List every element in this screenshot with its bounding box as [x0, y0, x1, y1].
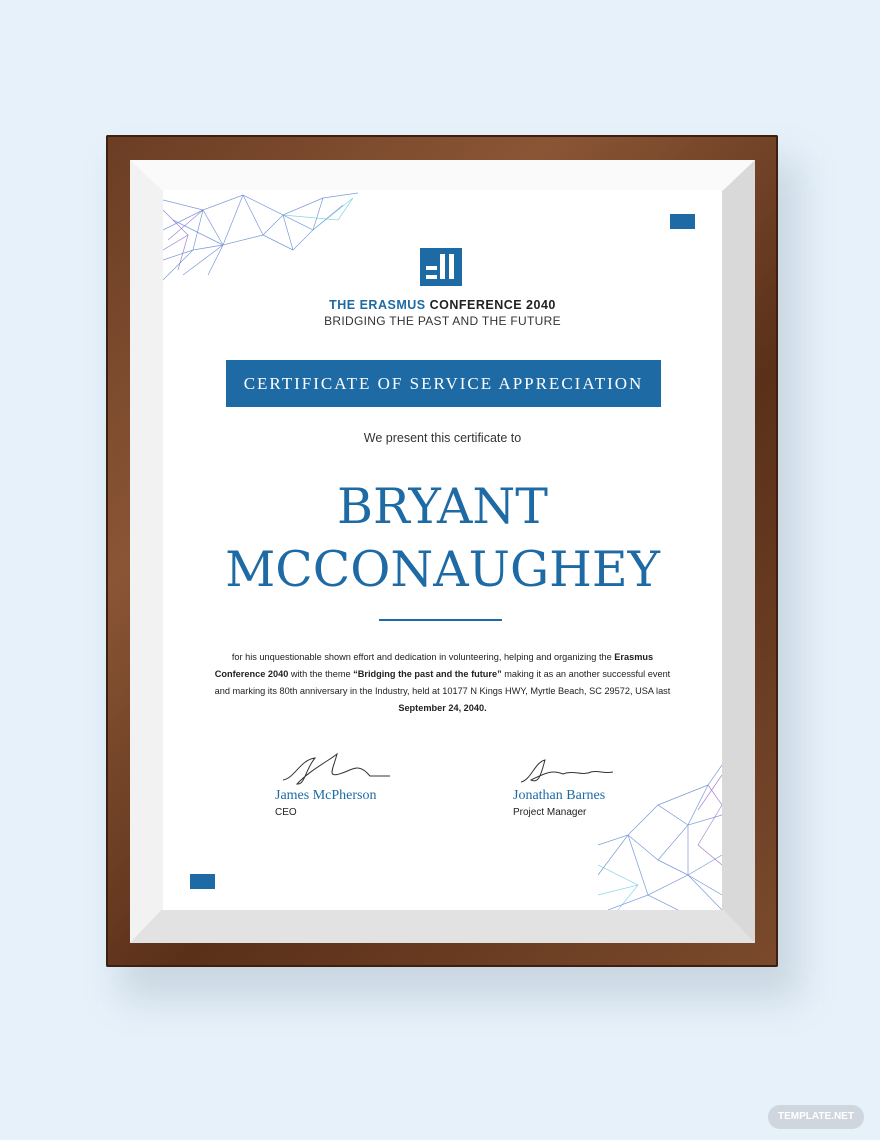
recipient-last-name: MCCONAUGHEY — [225, 541, 660, 598]
organization-name-highlight: THE ERASMUS — [329, 298, 426, 312]
signatory-name: James McPherson — [275, 788, 377, 803]
signature-icon — [513, 750, 623, 788]
mat-bevel — [130, 910, 755, 943]
signatory-role: Project Manager — [513, 807, 587, 818]
recipient-name — [163, 475, 722, 601]
conference-logo — [420, 248, 462, 286]
recipient-first-name: BRYANT — [337, 478, 548, 535]
certificate-title: CERTIFICATE OF SERVICE APPRECIATION — [226, 360, 661, 407]
signature-block-pm — [513, 750, 623, 818]
signatory-name: Jonathan Barnes — [513, 788, 606, 803]
certificate-body: for his unquestionable shown effort and dedication in volunteering, helping and organizing the Erasmus Conference 2040 with the theme “Bridging the past and the future” making it as an another successful event and marking its 80th anniversary in the Industry, held at 10177 N Kings HWY, Myrtle Beach, SC 29572, USA last September 24, 2040. — [214, 652, 671, 713]
mat-bevel — [130, 160, 163, 943]
tagline: BRIDGING THE PAST AND THE FUTURE — [324, 314, 561, 328]
accent-block — [670, 214, 695, 229]
signature-icon — [275, 750, 395, 788]
signature-block-ceo — [275, 750, 395, 818]
mat-bevel — [130, 160, 755, 190]
certificate — [163, 190, 722, 910]
watermark: TEMPLATE.NET — [768, 1105, 864, 1129]
network-decoration-top-left — [163, 190, 358, 285]
name-underline — [379, 619, 502, 621]
organization-name — [163, 298, 722, 312]
accent-block — [190, 874, 215, 889]
signatory-role: CEO — [275, 807, 297, 818]
organization-name-rest: CONFERENCE 2040 — [425, 298, 556, 312]
presentation-line: We present this certificate to — [363, 431, 522, 445]
mat-bevel — [722, 160, 755, 943]
